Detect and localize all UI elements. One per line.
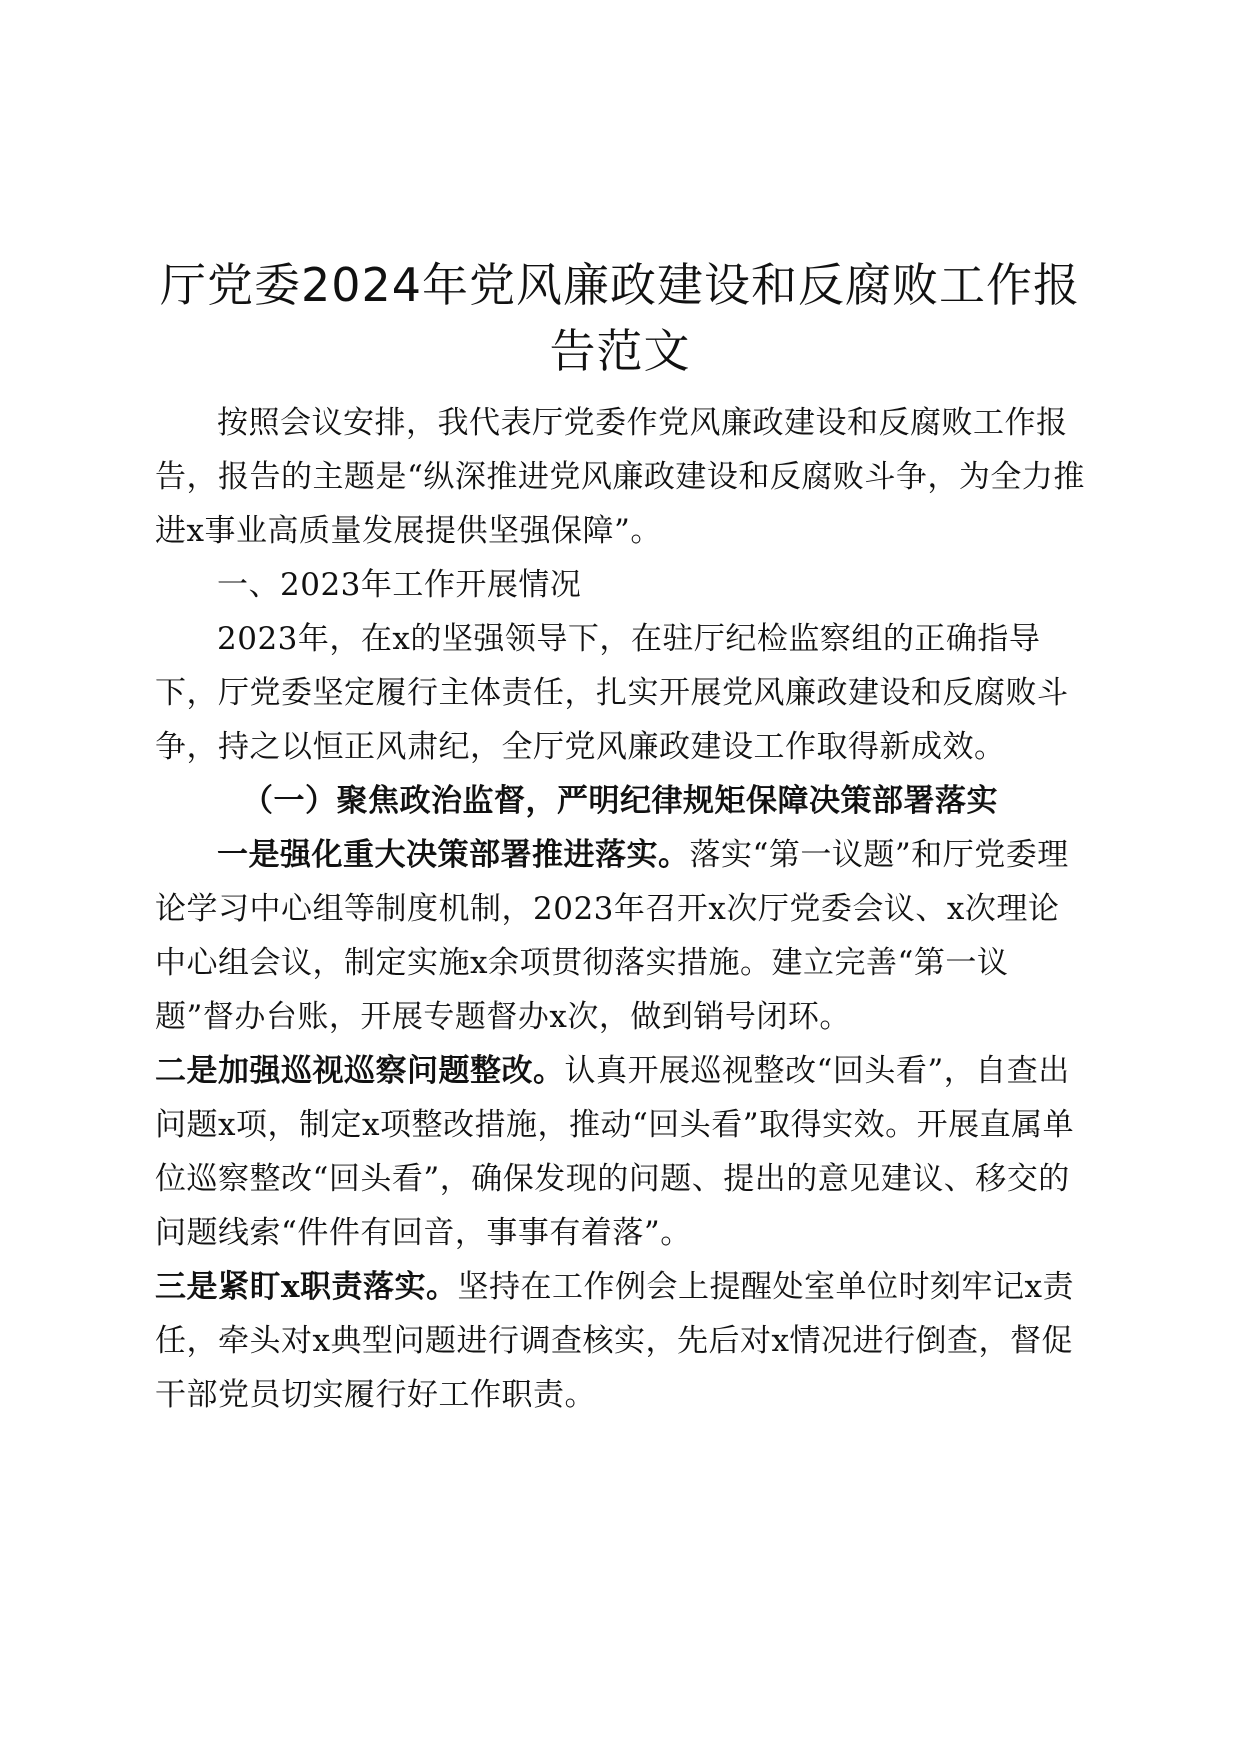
item-lead-1: 一是强化重大决策部署推进落实。 [217, 837, 690, 873]
item-paragraph-3 [155, 1260, 1085, 1422]
item-lead-2: 二是加强巡视巡察问题整改。 [155, 1053, 565, 1089]
title-line-1: 厅党委2024年党风廉政建设和反腐败工作报 [159, 258, 1081, 312]
item-text-1: 落实“第一议题”和厅党委理论学习中心组等制度机制，2023年召开x次厅党委会议、x次理论中心组会议，制定实施x余项贯彻落实措施。建立完善“第一议题”督办台账，开展专题督办x次，做到销号闭环。 [155, 837, 1069, 1035]
item-paragraph-2 [155, 1044, 1085, 1260]
document-title [140, 252, 1100, 384]
item-text-2: 认真开展巡视整改“回头看”，自查出问题x项，制定x项整改措施，推动“回头看”取得实效。开展直属单位巡察整改“回头看”，确保发现的问题、提出的意见建议、移交的问题线索“件件有回音，事事有着落”。 [155, 1053, 1075, 1251]
section-heading: 一、2023年工作开展情况 [217, 567, 582, 603]
item-text-3: 坚持在工作例会上提醒处室单位时刻牢记x责任，牵头对x典型问题进行调查核实，先后对x情况进行倒查，督促干部党员切实履行好工作职责。 [155, 1269, 1074, 1413]
title-line-2: 告范文 [549, 324, 691, 378]
item-paragraph-1 [155, 828, 1085, 1044]
section-paragraph: 2023年，在x的坚强领导下，在驻厅纪检监察组的正确指导下，厅党委坚定履行主体责任，扎实开展党风廉政建设和反腐败斗争，持之以恒正风肃纪，全厅党风廉政建设工作取得新成效。 [155, 621, 1069, 765]
subsection-heading: （一）聚焦政治监督，严明纪律规矩保障决策部署落实 [242, 783, 998, 819]
intro-paragraph: 按照会议安排，我代表厅党委作党风廉政建设和反腐败工作报告，报告的主题是“纵深推进党风廉政建设和反腐败斗争，为全力推进x事业高质量发展提供坚强保障”。 [155, 405, 1085, 549]
document-body [155, 396, 1085, 1422]
item-lead-3: 三是紧盯x职责落实。 [155, 1269, 458, 1305]
